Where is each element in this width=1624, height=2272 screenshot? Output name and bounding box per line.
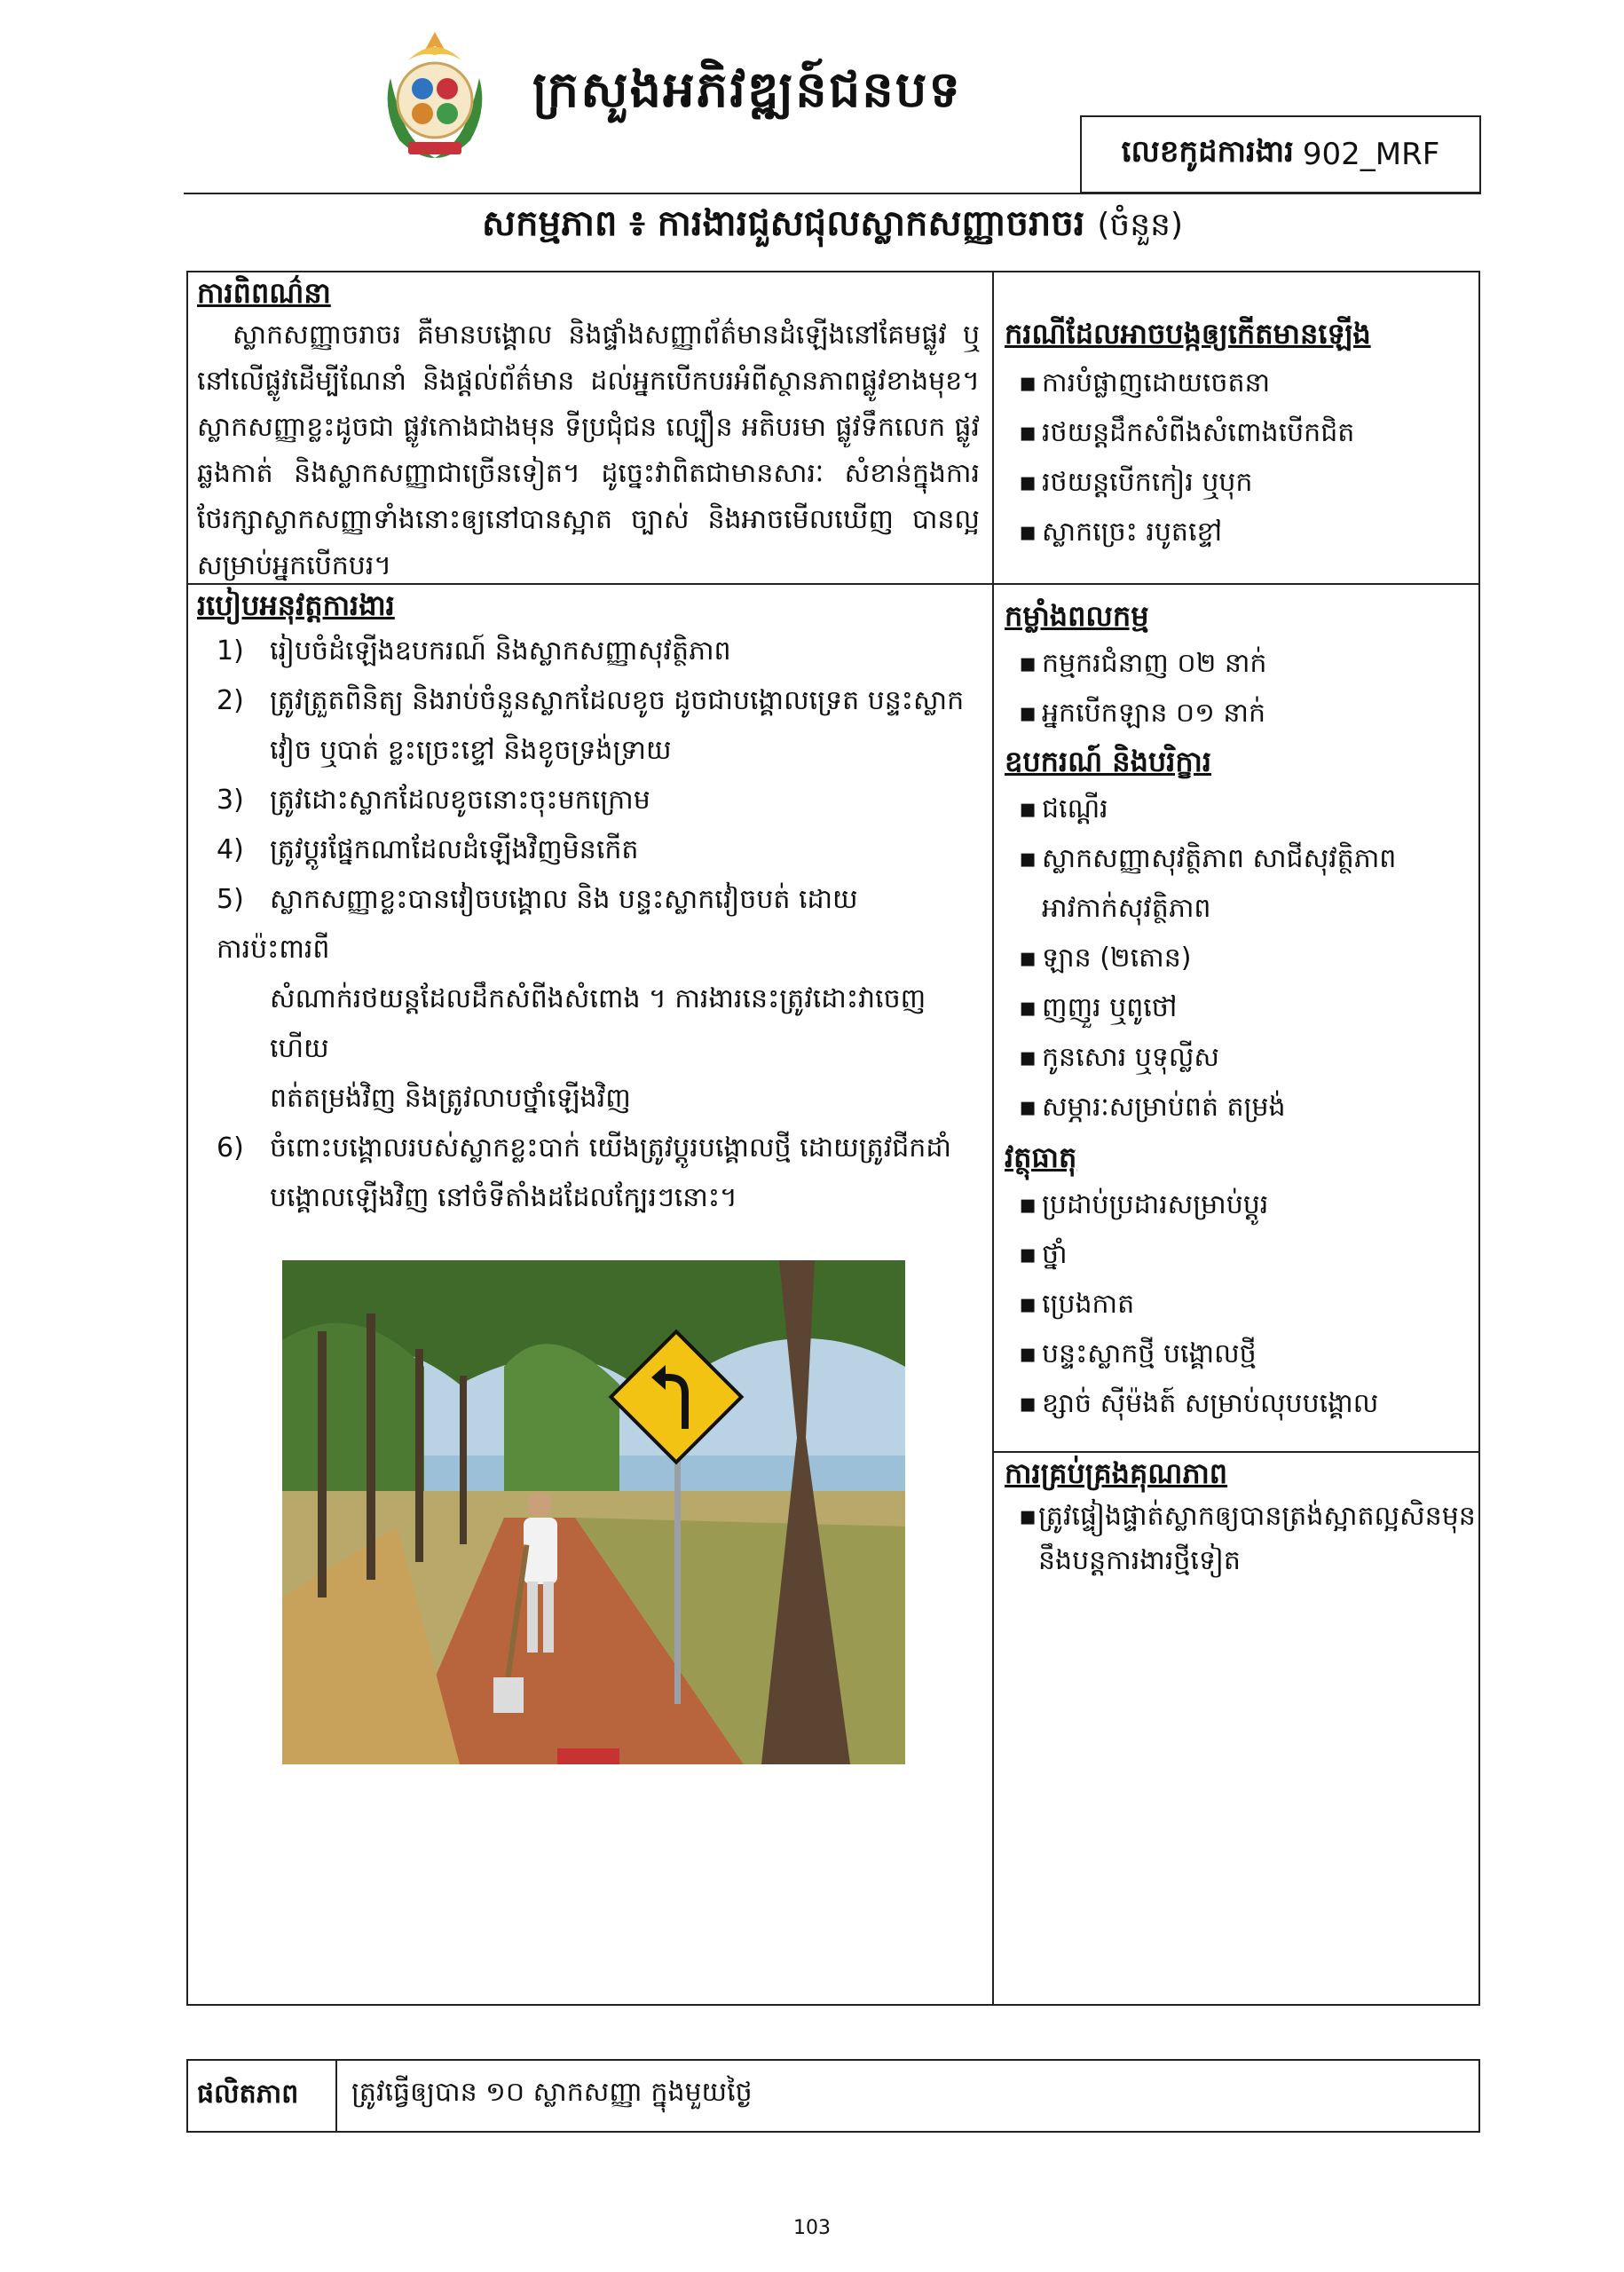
- quality-line-2: នឹងបន្តការងារថ្មីទៀត: [1038, 1545, 1241, 1576]
- labor-list: [1019, 639, 1266, 738]
- list-item: ▪ ស្លាកច្រេះ របូតខ្ទៅ: [1019, 517, 1223, 548]
- work-code-label: លេខកូដការងារ: [1121, 134, 1294, 170]
- list-item: ▪ ស្លាកសញ្ញាសុវត្ថិភាព សាជីសុវត្ថិភាព: [1019, 843, 1397, 874]
- list-item: ▪ ប្រដាប់ប្រដារសម្រាប់ប្ដូរ: [1019, 1189, 1269, 1220]
- causes-list: [1019, 359, 1354, 557]
- work-code-box: [1080, 115, 1481, 193]
- equipment-list: [1019, 785, 1396, 1132]
- list-item: អាវកាក់សុវត្ថិភាព: [1042, 893, 1211, 924]
- work-code-value: 902_MRF: [1302, 137, 1440, 172]
- activity-title: [184, 201, 1481, 253]
- table-row-divider-right-2: [992, 1451, 1480, 1453]
- output-label: ផលិតភាព: [197, 2079, 299, 2110]
- list-item: ▪ ញញួរ ឬពូថៅ: [1019, 992, 1178, 1023]
- output-divider: [335, 2059, 337, 2133]
- road-sign-repair-photo: [282, 1260, 905, 1764]
- table-column-divider: [992, 271, 994, 2006]
- list-item: ▪ ឡាន (២តោន): [1019, 943, 1192, 974]
- procedure-step: 5) ស្លាកសញ្ញាខ្លះបានវៀចបង្គោល និង បន្ទះស្លាកវៀចបត់ ដោយការប៉ះពារពី សំណាក់រថយន្តដែលដឹកសំពីងសំពោង ។ ការងារនេះត្រូវដោះវាចេញ ហើយ ពត់តម្រង់វិញ និងត្រូវលាបថ្នាំឡើងវិញ: [217, 884, 926, 1114]
- list-item: ▪ ថ្នាំ: [1019, 1239, 1068, 1270]
- quality-heading: ការគ្រប់គ្រងគុណភាព: [1005, 1456, 1228, 1490]
- list-item: ▪ ការបំផ្លាញដោយចេតនា: [1019, 367, 1271, 398]
- labor-heading: កម្លាំងពលកម្ម: [1005, 599, 1149, 633]
- list-item: ▪ រថយន្តដឹកសំពីងសំពោងបើកជិត: [1019, 417, 1355, 448]
- quality-text: [1019, 1495, 1476, 1583]
- procedure-step: 3) ត្រូវដោះស្លាកដែលខូចនោះចុះមកក្រោម: [217, 785, 650, 816]
- procedure-step: 4) ត្រូវប្ដូរផ្នែកណាដែលដំឡើងវិញមិនកើត: [217, 834, 639, 865]
- materials-heading: វត្ថុធាតុ: [1005, 1140, 1077, 1174]
- list-item: ▪ រថយន្តបើកកៀរ ឬបុក: [1019, 467, 1253, 498]
- list-item: ▪ បន្ទះស្លាកថ្មី បង្គោលថ្មី: [1019, 1338, 1257, 1369]
- list-item: ▪ កម្មករជំនាញ ០២ នាក់: [1019, 648, 1267, 679]
- list-item: ▪ ខ្សាច់ ស៊ីម៉ងត៍ សម្រាប់លុបបង្គោល: [1019, 1388, 1379, 1419]
- materials-list: [1019, 1180, 1378, 1429]
- activity-title-suffix: (ចំនួន): [1097, 207, 1183, 243]
- output-text: ត្រូវធ្វើឲ្យបាន ១០ ស្លាកសញ្ញា ក្នុងមួយថ្ងៃ: [351, 2077, 753, 2108]
- list-item: ▪ សម្ភារៈសម្រាប់ពត់ តម្រង់: [1019, 1092, 1286, 1123]
- description-heading: ការពិពណ៌នា: [197, 276, 331, 310]
- list-item: ▪ ជណ្ដើរ: [1019, 793, 1108, 824]
- list-item: ▪ កូនសោរ ឬទុល្លីស: [1019, 1042, 1219, 1073]
- description-text: ស្លាកសញ្ញាចរាចរ គឺមានបង្គោល និងផ្ទាំងសញ្ញាព័ត៌មានដំឡើងនៅគែមផ្លូវ ឬនៅលើផ្លូវដើម្បីណែនាំ និងផ្ដល់ព័ត៌មាន ដល់អ្នកបើកបរអំពីស្ថានភាពផ្លូវខាងមុខ។ ស្លាកសញ្ញាខ្លះដូចជា ផ្លូវកោងជាងមុន ទីប្រជុំជន ល្បឿន អតិបរមា ផ្លូវទឹកលេក ផ្លូវឆ្លងកាត់ និងស្លាកសញ្ញាជាច្រើនទៀត។ ដូច្នេះវាពិតជាមានសារៈ សំខាន់ក្នុងការថែរក្សាស្លាកសញ្ញាទាំងនោះឲ្យនៅបានស្អាត ច្បាស់ និងអាចមើលឃើញ បានល្អសម្រាប់អ្នកបើកបរ។: [197, 320, 980, 581]
- list-item: ▪ ប្រេងកាត: [1019, 1289, 1135, 1320]
- procedure-step: 6) ចំពោះបង្គោលរបស់ស្លាកខ្លះបាក់ យើងត្រូវប្ដូរបង្គោលថ្មី ដោយត្រូវជីកដាំ បង្គោលឡើងវិញ នៅចំទីតាំងដដែលក្បែរៗនោះ។: [217, 1132, 951, 1213]
- page-number: 103: [793, 2217, 831, 2239]
- procedure-step: 2) ត្រូវត្រួតពិនិត្យ និងរាប់ចំនួនស្លាកដែលខូច ដូចជាបង្គោលទ្រេត បន្ទះស្លាក វៀច ឬបាត់ ខ្លះច្រេះខ្ទៅ និងខូចទ្រង់ទ្រាយ: [217, 685, 965, 766]
- header-rule: [184, 193, 1481, 194]
- procedure-step: 1) រៀបចំដំឡើងឧបករណ៍ និងស្លាកសញ្ញាសុវត្ថិភាព: [217, 635, 731, 667]
- ministry-logo: [364, 25, 506, 167]
- quality-line-1: ▪ត្រូវផ្ទៀងផ្ទាត់ស្លាកឲ្យបានត្រង់ស្អាតល្អសិនមុន: [1019, 1501, 1476, 1532]
- procedure-steps: [217, 627, 971, 1223]
- causes-heading: ករណីដែលអាចបង្កឲ្យកើតមានឡើង: [1005, 317, 1371, 351]
- table-row-divider-right-1: [992, 583, 1480, 585]
- activity-title-text: សកម្មភាព ៖ ការងារជួសជុលស្លាកសញ្ញាចរាចរ: [481, 203, 1085, 244]
- ministry-name: ក្រសួងអភិវឌ្ឍន៍ជនបទ: [532, 61, 962, 119]
- equipment-heading: ឧបករណ៍ និងបរិក្ខារ: [1005, 745, 1212, 778]
- procedure-heading: របៀបអនុវត្តការងារ: [197, 588, 395, 622]
- list-item: ▪ អ្នកបើកឡាន ០១ នាក់: [1019, 698, 1265, 729]
